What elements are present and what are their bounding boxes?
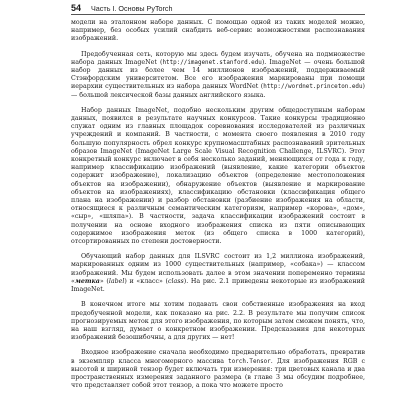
page-header (71, 3, 365, 15)
running-head: Часть I. Основы PyTorch (91, 4, 173, 13)
paragraph-training-set (71, 253, 365, 294)
term-class-en: class (168, 277, 184, 285)
term-label-en: label (108, 277, 125, 285)
text-segment: ). ImageNet — очень большой набор данных из более чем 14 миллионов изображений, поддерживаемый Стэнфордским университетом. Все его изображения маркированы при помощи иерархии существительных из набора данных WordNet ( (71, 58, 365, 91)
paragraph-imagenet-intro (71, 51, 365, 100)
text-segment: ). На рис. 2.1 приведены некоторые из изображений ImageNet. (71, 277, 365, 294)
text-segment: » ( (99, 277, 109, 285)
code-torch-tensor: torch.Tensor (228, 358, 271, 365)
paragraph-continuation: модели на эталонном наборе данных. С помощью одной из таких моделей можно, например, без особых усилий снабдить веб-сервис возможностями распознавания изображений. (71, 19, 365, 43)
text-segment: Входное изображение сначала необходимо предварительно обработать, превратив в экземпляр класса многомерного массива (71, 349, 365, 365)
term-label-ru: метка (74, 277, 100, 285)
text-segment: Предобученная сеть, которую мы здесь будем изучать, обучена на подмножестве набора данных ImageNet ( (71, 50, 365, 66)
url-imagenet: http://imagenet.stanford.edu (162, 59, 262, 66)
paragraph-predictions: В конечном итоге мы хотим подавать свои собственные изображения на вход предобученной модели, как показано на рис. 2.2. В результате мы получим список прогнозируемых меток для этого изображения, по которым затем сможем понять, что, на наш взгляд, думает о конкретном изображении. Предсказания для некоторых изображений безошибочны, а для других — нет! (71, 301, 365, 342)
text-segment: ) и «класс» ( (124, 277, 169, 285)
page-number: 54 (71, 3, 82, 13)
text-segment: . Для изображения RGB с высотой и шириной тензор будет включать три измерения: три цветовых канала и два пространственных измерения заданного размера (в главе 3 мы обсудим подробнее, что представляет собой этот тензор, а пока что можете просто (71, 357, 365, 390)
text-segment: ) — большой лексической базы данных английского языка. (71, 83, 365, 99)
paragraph-ilsvrc: Набор данных ImageNet, подобно нескольким другим общедоступным наборам данных, появился в результате научных конкурсов. Такие конкурсы традиционно служат одним из главных площадок соревнования исследователей из различных учреждений и компаний. В частности, с момента своего появления в 2010 году большую популярность обрел конкурс крупномасштабных распознаваний зрительных образов ImageNet (ImageNet Large Scale Visual Recognition Challenge, ILSVRC). Этот конкретный конкурс включает в себя несколько заданий, меняющихся от года к году, например классификацию изображений (выявление, какие категории объектов содержит изображение), локализацию объектов (определение местоположения объектов на изображении), обнаружение объектов (выявление и маркирование объектов на изображениях), классификацию обстановки (классификация общего плана на изображении) и разбор обстановки (разбиение изображения на области, относящиеся к различным семантическим категориям, например «корова», «дом», «сыр», «шляпа»). В частности, задача классификации изображений состоит в получении на основе входного изображения списка из пяти описывающих содержимое изображения меток (из общего списка в 1000 категорий), отсортированных по степени достоверности. (71, 106, 365, 246)
url-wordnet: http://wordnet.princeton.edu (263, 84, 363, 91)
paragraph-preprocessing (71, 349, 365, 390)
text-segment: Обучающий набор данных для ILSVRC состоит из 1,2 миллиона изображений, маркированных одним из 1000 существительных (например, «собака») — классом изображений. Мы будем использовать далее в этом значении попеременно термины « (71, 253, 365, 285)
